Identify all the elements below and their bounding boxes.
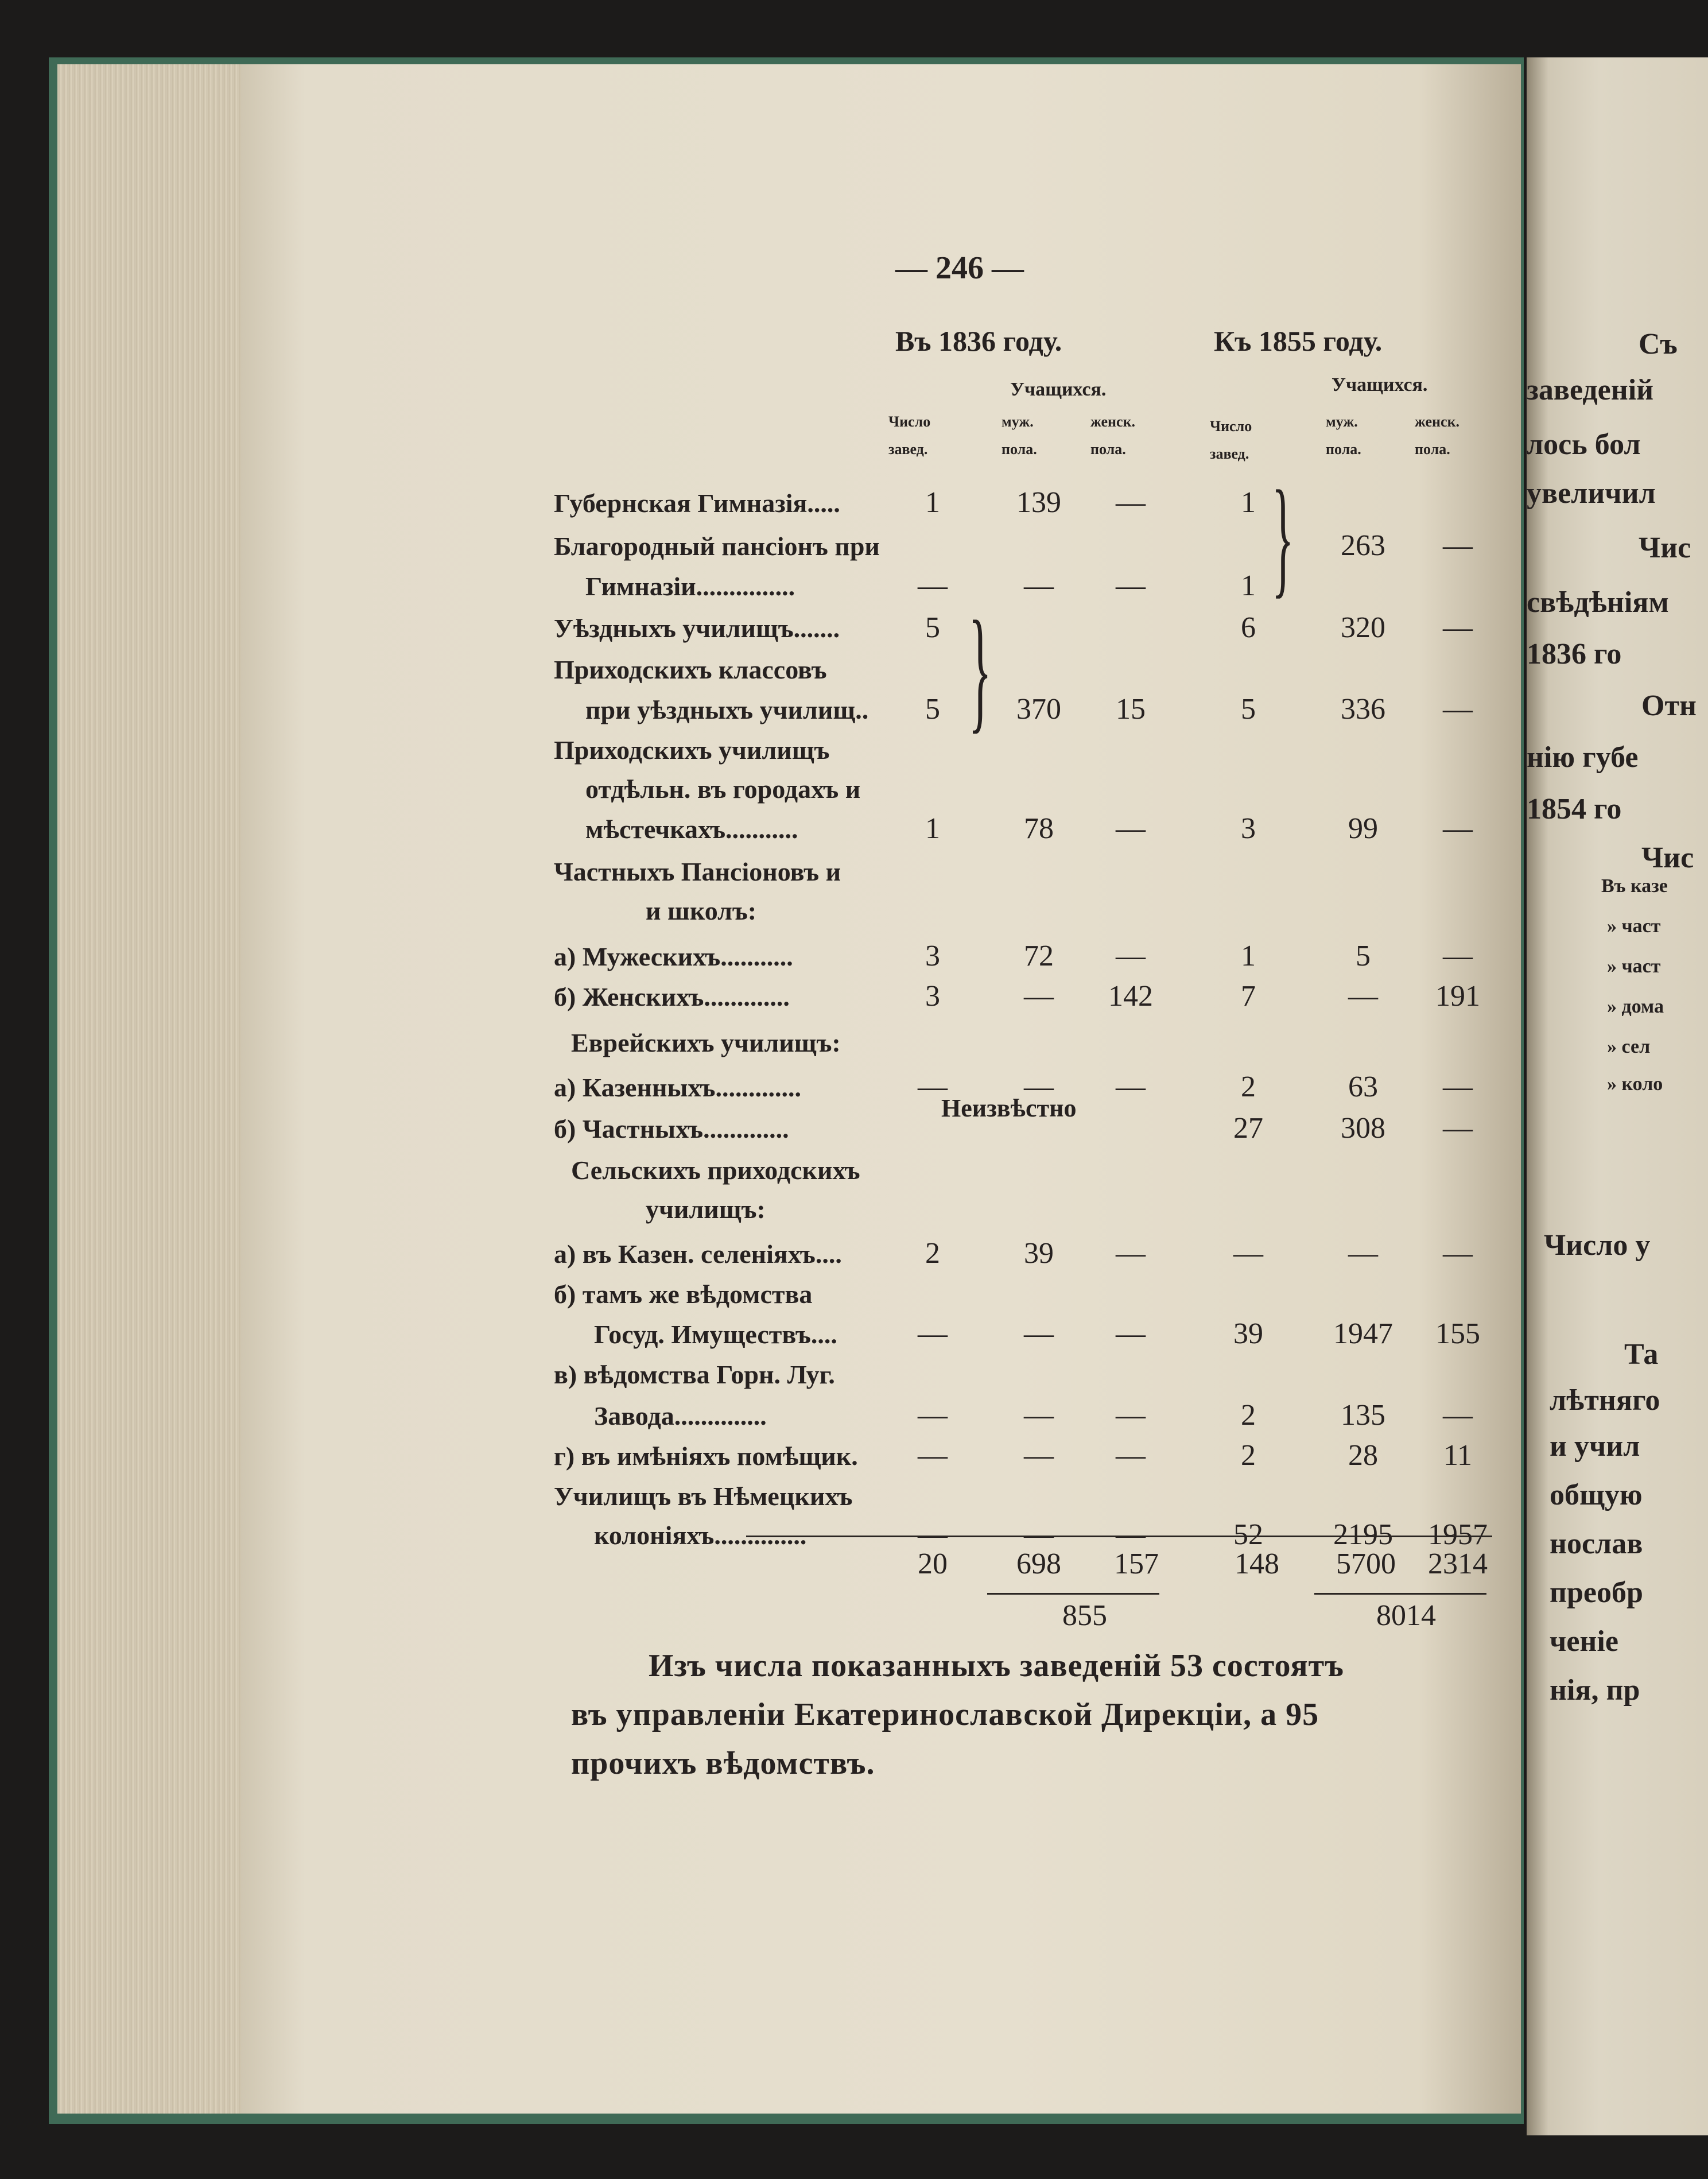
- right-page-line: нію губе: [1527, 741, 1639, 774]
- sum-1855: 8014: [1376, 1599, 1436, 1632]
- brace-uezd: }: [968, 592, 992, 745]
- right-page-line: нія, пр: [1550, 1674, 1640, 1707]
- num-inst-1836-a: Число: [888, 413, 931, 430]
- right-page-list-item: » коло: [1607, 1073, 1663, 1095]
- row-label: Благородный пансіонъ при: [554, 532, 880, 561]
- right-page-line: свѣдѣніям: [1527, 586, 1669, 619]
- cell-1836-inst: —: [918, 1317, 948, 1350]
- right-page-line: 1854 го: [1527, 793, 1622, 825]
- cell-1855-inst: 1: [1241, 569, 1256, 602]
- cell-1836-inst: 3: [925, 940, 940, 972]
- row-label: Приходскихъ училищъ: [554, 735, 830, 765]
- cell-1836-female: —: [1116, 1317, 1146, 1350]
- cell-1855-inst: 7: [1241, 980, 1256, 1013]
- cell-1836-female: —: [1116, 1439, 1146, 1472]
- cell-1855-male: 1947: [1333, 1317, 1393, 1350]
- female-1855-a: женск.: [1415, 413, 1460, 430]
- cell-1855-male: 308: [1341, 1112, 1385, 1145]
- cell-1855-inst: 5: [1241, 693, 1256, 726]
- row-label: г) въ имѣніяхъ помѣщик.: [554, 1441, 858, 1471]
- cell-1855-inst: 1: [1241, 486, 1256, 519]
- row-label: в) вѣдомства Горн. Луг.: [554, 1360, 835, 1389]
- cell-1836-female: —: [1116, 1237, 1146, 1270]
- row-label: а) Казенныхъ.............: [554, 1073, 801, 1102]
- cell-1836-female: —: [1116, 1518, 1146, 1551]
- cell-1836-male: 72: [1024, 940, 1054, 972]
- cell-1855-female: —: [1443, 1071, 1473, 1103]
- cell-1836-inst: 3: [925, 980, 940, 1013]
- cell-1855-female: —: [1443, 1237, 1473, 1270]
- row-label: и школъ:: [646, 896, 757, 925]
- header-1855: Къ 1855 году.: [1214, 325, 1383, 357]
- row-label: Завода..............: [594, 1401, 767, 1430]
- cell-1855-female: 155: [1435, 1317, 1480, 1350]
- right-page-line: общую: [1550, 1479, 1643, 1511]
- cell-1855-inst: 6: [1241, 611, 1256, 644]
- right-page-line: ченіе: [1550, 1625, 1618, 1658]
- students-1855: Учащихся.: [1332, 374, 1428, 396]
- cell-1855-female: —: [1443, 611, 1473, 644]
- cell-1855-male: 28: [1348, 1439, 1378, 1472]
- cell-1855-inst: 1: [1241, 940, 1256, 972]
- total-1855-male: 5700: [1336, 1548, 1396, 1580]
- cell-1836-inst: —: [918, 1518, 948, 1551]
- cell-1855-inst: 2: [1241, 1439, 1256, 1472]
- row-label: Еврейскихъ училищъ:: [571, 1028, 841, 1057]
- num-inst-1855-b: завед.: [1210, 445, 1249, 462]
- cell-1855-male: 63: [1348, 1071, 1378, 1103]
- row-label: а) въ Казен. селеніяхъ....: [554, 1239, 842, 1269]
- cell-1855-female: —: [1443, 940, 1473, 972]
- right-page-list-item: » сел: [1607, 1036, 1651, 1057]
- male-1836-b: пола.: [1001, 441, 1037, 457]
- male-1836-a: муж.: [1001, 413, 1034, 430]
- cell-1836-inst: —: [918, 1399, 948, 1432]
- cell-1836-male: —: [1024, 980, 1054, 1013]
- students-1836: Учащихся.: [1010, 379, 1107, 400]
- cell-1855-inst: 2: [1241, 1399, 1256, 1432]
- row-label: училищъ:: [646, 1195, 766, 1224]
- cell-1855-male: 320: [1341, 611, 1385, 644]
- subtotal-rule-1836: [987, 1593, 1159, 1595]
- row-label: б) тамъ же вѣдомства: [554, 1280, 813, 1309]
- right-page-line: Чис: [1639, 532, 1691, 564]
- female-1836-a: женск.: [1090, 413, 1136, 430]
- cell-1855-inst: 52: [1233, 1518, 1263, 1551]
- right-page-list-item: » дома: [1607, 996, 1664, 1017]
- row-label: б) Частныхъ.............: [554, 1114, 789, 1143]
- right-page-line: увеличил: [1527, 477, 1656, 510]
- right-page-list-item: » част: [1607, 916, 1661, 937]
- cell-1855-male: 5: [1356, 940, 1371, 972]
- cell-1836-female: 15: [1116, 693, 1146, 726]
- cell-1855-inst: 39: [1233, 1317, 1263, 1350]
- row-label: Уѣздныхъ училищъ.......: [554, 614, 840, 643]
- right-page-line: нослав: [1550, 1527, 1643, 1560]
- sum-1836: 855: [1062, 1599, 1107, 1632]
- male-1855-b: пола.: [1326, 441, 1361, 457]
- cell-1836-inst: 5: [925, 693, 940, 726]
- total-rule: [746, 1536, 1492, 1537]
- right-page-line: Чис: [1641, 842, 1694, 874]
- num-inst-1855-a: Число: [1210, 418, 1252, 435]
- cell-1836-female: —: [1116, 486, 1146, 519]
- row-label: Сельскихъ приходскихъ: [571, 1156, 860, 1185]
- row-label: колоніяхъ..............: [594, 1521, 807, 1550]
- num-inst-1836-b: завед.: [888, 441, 928, 457]
- right-page-list-item: Въ казе: [1601, 875, 1668, 897]
- cell-1836-female: —: [1116, 569, 1146, 602]
- cell-1855-female: 191: [1435, 980, 1480, 1013]
- cell-1836-male: —: [1024, 569, 1054, 602]
- cell-1855-male: 336: [1341, 693, 1385, 726]
- cell-1836-male: —: [1024, 1518, 1054, 1551]
- cell-1855-male: 2195: [1333, 1518, 1393, 1551]
- paragraph-line-3: прочихъ вѣдомствъ.: [571, 1746, 875, 1781]
- cell-1855-female: —: [1443, 693, 1473, 726]
- cell-1836-inst: —: [918, 1439, 948, 1472]
- cell-1836-inst: 1: [925, 486, 940, 519]
- right-page-line: 1836 го: [1527, 638, 1622, 670]
- right-page: [1527, 57, 1708, 2135]
- cell-1855-female: —: [1443, 1112, 1473, 1145]
- header-1836: Въ 1836 году.: [895, 325, 1062, 357]
- row-label: Госуд. Имуществъ....: [594, 1320, 837, 1349]
- right-page-line: и учил: [1550, 1430, 1640, 1463]
- cell-1855-male: —: [1348, 980, 1378, 1013]
- row-label: Губернская Гимназія.....: [554, 488, 840, 518]
- row-label: Приходскихъ классовъ: [554, 655, 827, 684]
- right-page-line: Та: [1624, 1338, 1659, 1371]
- right-page-line: Число у: [1544, 1229, 1651, 1262]
- right-page-line: преобр: [1550, 1576, 1643, 1609]
- cell-1836-male: 78: [1024, 812, 1054, 845]
- cell-1836-female: —: [1116, 1071, 1146, 1103]
- cell-1836-inst: 2: [925, 1237, 940, 1270]
- total-1836-male: 698: [1016, 1548, 1061, 1580]
- row-label: а) Мужескихъ...........: [554, 942, 793, 971]
- row-label: б) Женскихъ.............: [554, 982, 790, 1011]
- row-label: отдѣльн. въ городахъ и: [585, 774, 861, 804]
- female-1836-b: пола.: [1090, 441, 1126, 457]
- paragraph-line-1: Изъ числа показанныхъ заведеній 53 состоятъ: [649, 1648, 1344, 1684]
- total-1836-inst: 20: [918, 1548, 948, 1580]
- cell-1836-inst: 1: [925, 812, 940, 845]
- cell-1836-inst: —: [918, 569, 948, 602]
- row-label: Гимназіи...............: [585, 572, 795, 601]
- cell-1855-male: 99: [1348, 812, 1378, 845]
- subtotal-rule-1855: [1314, 1593, 1486, 1595]
- female-1855-b: пола.: [1415, 441, 1450, 457]
- right-page-list-item: » част: [1607, 956, 1661, 977]
- cell-1855-female: —: [1443, 1399, 1473, 1432]
- cell-1836-male: —: [1024, 1071, 1054, 1103]
- cell-1836-inst: 5: [925, 611, 940, 644]
- cell-1836-female: 142: [1108, 980, 1153, 1013]
- cell-1855-inst: 2: [1241, 1071, 1256, 1103]
- right-page-line: заведеній: [1527, 374, 1654, 406]
- cell-1855-inst: —: [1233, 1237, 1263, 1270]
- cell-1855-inst: 27: [1233, 1112, 1263, 1145]
- cell-1836-male: —: [1024, 1317, 1054, 1350]
- total-1855-inst: 148: [1235, 1548, 1279, 1580]
- right-page-line: Отн: [1641, 689, 1697, 722]
- total-1836-female: 157: [1114, 1548, 1159, 1580]
- paragraph-line-2: въ управленіи Екатеринославской Дирекціи, а 95: [571, 1697, 1319, 1732]
- male-1855-a: муж.: [1326, 413, 1358, 430]
- page-number: — 246 —: [895, 250, 1024, 286]
- unknown-note: Неизвѣстно: [941, 1094, 1077, 1122]
- right-page-line: лѣтняго: [1550, 1384, 1660, 1417]
- cell-1855-male: 263: [1341, 529, 1385, 562]
- cell-1855-female: —: [1443, 812, 1473, 845]
- cell-1836-male: 370: [1016, 693, 1061, 726]
- cell-1836-male: —: [1024, 1439, 1054, 1472]
- right-page-line: Съ: [1639, 328, 1678, 360]
- cell-1855-male: 135: [1341, 1399, 1385, 1432]
- cell-1836-male: 39: [1024, 1237, 1054, 1270]
- cell-1836-female: —: [1116, 1399, 1146, 1432]
- row-label: мѣстечкахъ...........: [585, 815, 798, 844]
- right-page-line: лось бол: [1527, 428, 1641, 461]
- row-label: при уѣздныхъ училищ..: [585, 695, 869, 724]
- cell-1836-male: —: [1024, 1399, 1054, 1432]
- row-label: Училищъ въ Нѣмецкихъ: [554, 1482, 853, 1511]
- cell-1836-female: —: [1116, 812, 1146, 845]
- page-edges: [57, 64, 247, 2114]
- cell-1836-male: 139: [1016, 486, 1061, 519]
- row-label: Частныхъ Пансіоновъ и: [554, 857, 841, 886]
- total-1855-female: 2314: [1428, 1548, 1488, 1580]
- cell-1855-female: —: [1443, 529, 1473, 562]
- cell-1836-inst: —: [918, 1071, 948, 1103]
- brace-gymnasium: }: [1271, 463, 1294, 610]
- cell-1855-female: 1957: [1428, 1518, 1488, 1551]
- cell-1855-female: 11: [1443, 1439, 1473, 1472]
- cell-1836-female: —: [1116, 940, 1146, 972]
- cell-1855-male: —: [1348, 1237, 1378, 1270]
- cell-1855-inst: 3: [1241, 812, 1256, 845]
